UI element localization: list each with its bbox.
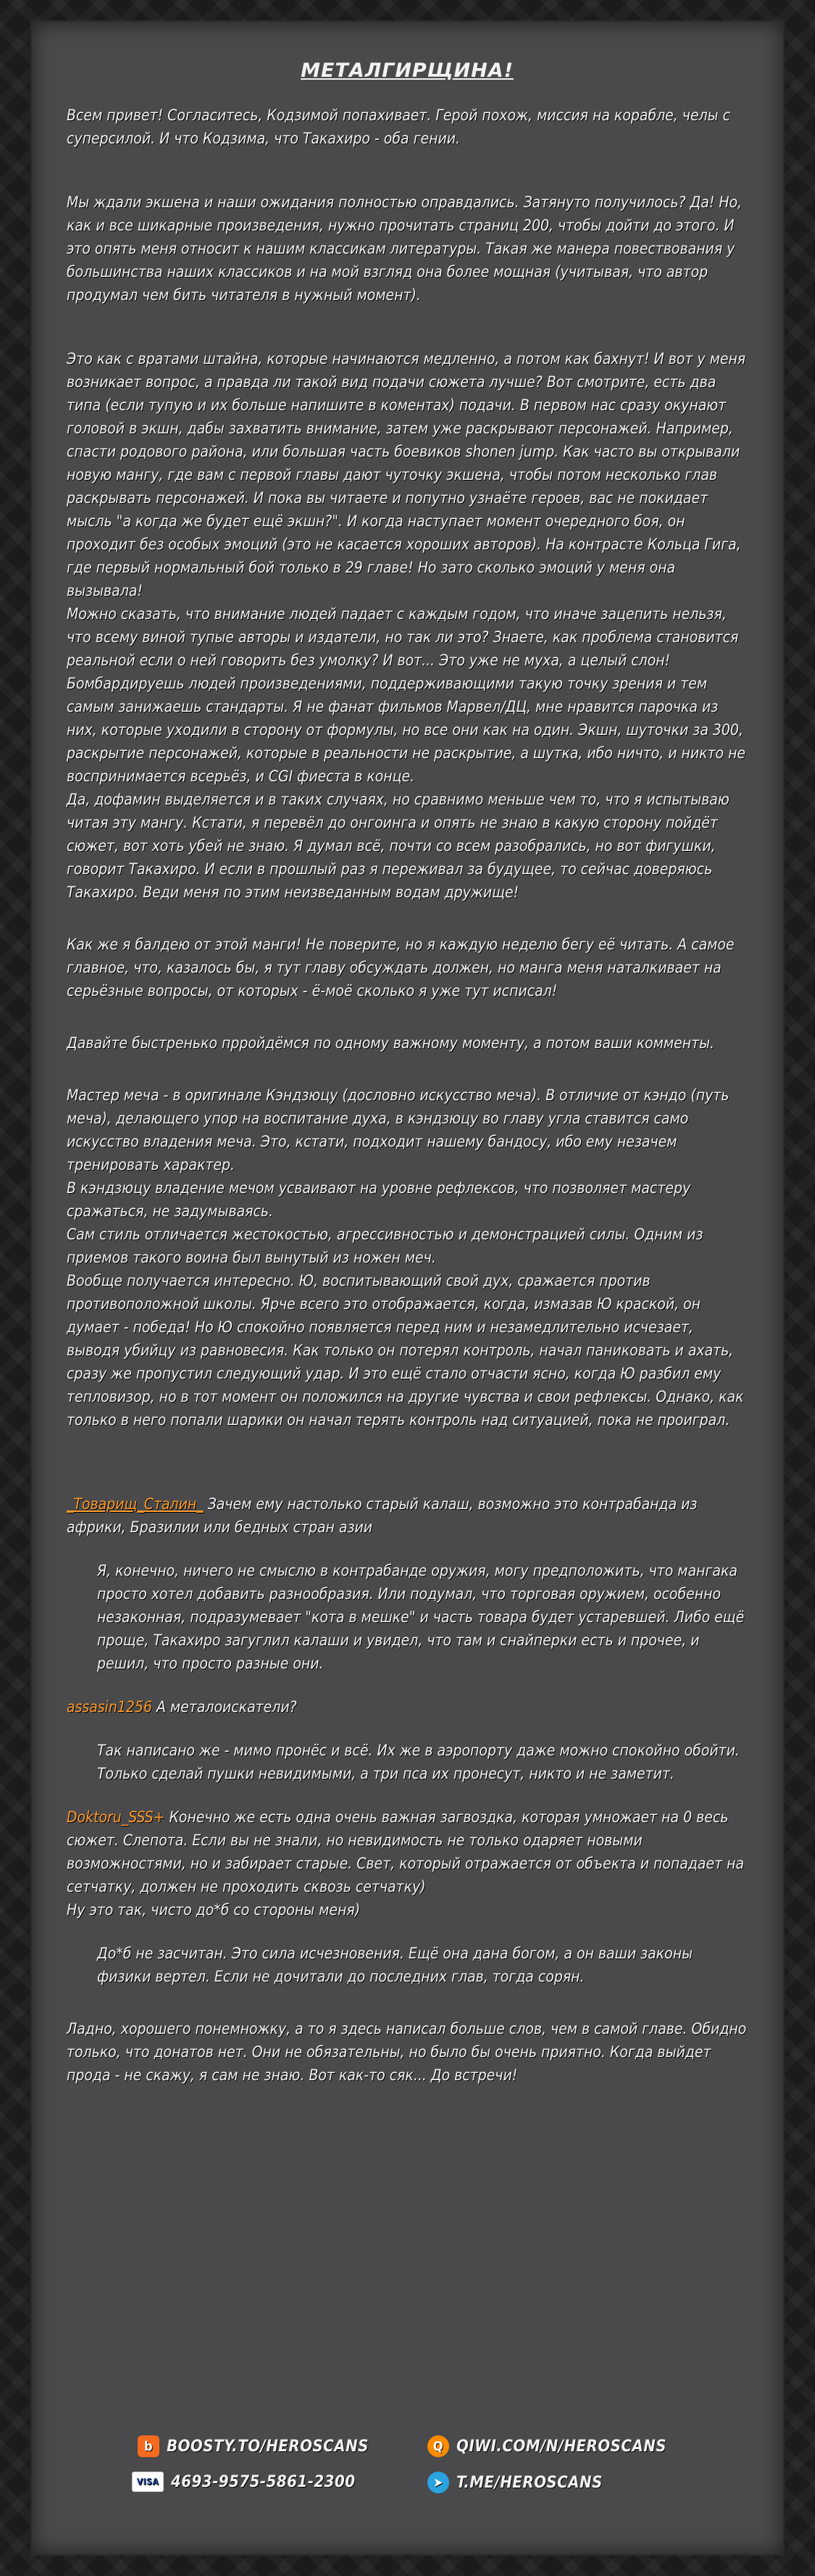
telegram-url: T.ME/HEROSCANS [456,2473,603,2492]
qiwi-icon: Q [427,2435,449,2457]
telegram-link[interactable] [427,2472,603,2493]
footer-links [138,2435,703,2515]
paragraph: Мы ждали экшена и наши ожидания полностью оправдались. Затянуто получилось? Да! Но, как и все шикарные произведения, нужно прочитать страниц 200, чтобы дойти до этого. И это опять меня относит к нашим классикам литературы. Такая же манера повествования у большинства наших классиков и на мой взгляд она более мощная (учитывая, что автор продумал чем бить читателя в нужный момент). [67,194,743,304]
comment-username: assasin1256 [67,1698,152,1716]
visa-card-icon: VISA [132,2472,164,2492]
paragraph: Можно сказать, что внимание людей падает с каждым годом, что иначе зацепить нельзя, что всему виной тупые авторы и издатели, но так ли это? Знаете, как проблема становится реальной если о ней говорить без умолку? И вот... Это уже не муха, а целый слон! Бомбардируешь людей произведениями, поддерживающими такую точку зрения и тем самым занижаешь стандарты. Я не фанат фильмов Марвел/ДЦ, мне нравится парочка из них, которые уходили в сторону от формулы, но все они как на один. Экшн, шуточки за 300, раскрытие персонажей, которые в реальности не раскрытие, а шутка, ибо ничто, и никто не воспринимается всерьёз, и CGI фиеста в конце. [67,605,746,785]
paragraph: Давайте быстренько прройдёмся по одному важному моменту, а потом ваши комменты. [67,1034,714,1052]
comment-text: Конечно же есть одна очень важная загвоздка, которая умножает на 0 весь сюжет. Слепота. Если вы не знали, но невидимость не только одаряет новыми возможностями, но и забирает старые. Свет, который отражается от объекта и попадает на сетчатку, должен не проходить сквозь сетчатку) [67,1808,745,1895]
paragraph: Да, дофамин выделяется и в таких случаях, но сравнимо меньше чем то, что я испытываю читая эту мангу. Кстати, я перевёл до онгоинга и опять не знаю в какую сторону пойдёт сюжет, вот хоть убей не знаю. Я думал всё, почти со всем разобрались, но вот фигушки, говорит Такахиро. И если в прошлый раз я переживал за будущее, то сейчас доверяюсь Такахиро. Веди меня по этим неизведанным водам дружище! [67,791,730,901]
paragraph: Сам стиль отличается жестокостью, агрессивностью и демонстрацией силы. Одним из приемов такого воина был вынутый из ножен меч. [67,1226,703,1266]
boosty-icon: b [138,2435,159,2457]
card-number-text: 4693-9575-5861-2300 [171,2472,356,2491]
boosty-link[interactable] [138,2435,369,2457]
telegram-icon: ➤ [427,2472,449,2493]
comment-text: Зачем ему настолько старый калаш, возможно это контрабанда из африки, Бразилии или бедных стран азии [67,1495,698,1536]
card-number [132,2472,356,2492]
comment [67,1806,748,1898]
comment [67,1695,748,1719]
comment-username: Doktoru_SSS+ [67,1808,165,1826]
comment-text: А металоискатели? [151,1698,297,1716]
comment-reply: До*б не засчитан. Это сила исчезновения. Ещё она дана богом, а он ваши законы физики вертел. Если не дочитали до последних глав, тогда сорян. [97,1945,693,1985]
qiwi-link[interactable] [427,2435,666,2457]
closing-paragraph: Ладно, хорошего понемножку, а то я здесь написал больше слов, чем в самой главе. Обидно только, что донатов нет. Они не обязательны, но было бы очень приятно. Когда выйдет прода - не скажу, я сам не знаю. Вот как-то сяк... До встречи! [67,2020,747,2084]
paragraph: В кэндзюцу владение мечом усваивают на уровне рефлексов, что позволяет мастеру сражаться, не задумываясь. [67,1179,691,1220]
comment [67,1492,748,1539]
paragraph: Вообще получается интересно. Ю, воспитывающий свой дух, сражается против противоположной школы. Ярче всего это отображается, когда, измазав Ю краской, он думает - победа! Но Ю спокойно появляется перед ним и незамедлительно исчезает, выводя убийцу из равновесия. Как только он потерял контроль, начал паниковать и ахать, сразу же пропустил следующий удар. И это ещё стало отчасти ясно, когда Ю разбил ему тепловизор, но в тот момент он положился на другие чувства и свои рефлексы. Однако, как только в него попали шарики он начал терять контроль над ситуацией, пока не проиграл. [67,1272,744,1429]
paragraph: Как же я балдею от этой манги! Не поверите, но я каждую неделю бегу её читать. А самое главное, что, казалось бы, я тут главу обсуждать должен, но манга меня наталкивает на серьёзные вопросы, от которых - ё-моё сколько я уже тут исписал! [67,936,735,1000]
comment-username: _Товарищ_Сталин_ [67,1495,204,1513]
paragraph-intro: Всем привет! Согласитесь, Кодзимой попахивает. Герой похож, миссия на корабле, челы с суперсилой. И что Кодзима, что Такахиро - оба гении. [67,107,730,147]
qiwi-url: QIWI.COM/N/HEROSCANS [456,2437,667,2456]
boosty-url: BOOSTY.TO/HEROSCANS [167,2437,369,2456]
comment-text-extra: Ну это так, чисто до*б со стороны меня) [67,1901,361,1919]
article [67,36,748,2087]
comment-reply: Так написано же - мимо пронёс и всё. Их же в аэропорту даже можно спокойно обойти. Только сделай пушки невидимыми, а три пса их пронесут, никто и не заметит. [97,1742,740,1782]
paragraph: Это как с вратами штайна, которые начинаются медленно, а потом как бахнут! И вот у меня возникает вопрос, а правда ли такой вид подачи сюжета лучше? Вот смотрите, есть два типа (если тупую и их больше напишите в коментах) подачи. В первом нас сразу окунают головой в экшн, дабы захватить внимание, затем уже раскрывают персонажей. Например, спасти родового района, или большая часть боевиков shonen jump. Как часто вы открывали новую мангу, где вам с первой главы дают чуточку экшена, чтобы потом несколько глав раскрывать персонажей. И пока вы читаете и попутно узнаёте героев, вас не покидает мысль "а когда же будет ещё экшн?". И когда наступает момент очередного боя, он проходит без особых эмоций (это не касается хороших авторов). На контрасте Кольца Гига, где первый нормальный бой только в 29 главе! Но зато сколько эмоций у меня она вызывала! [67,350,746,599]
page-title: МЕТАЛГИРЩИНА! [301,59,514,82]
comment-reply: Я, конечно, ничего не смыслю в контрабанде оружия, могу предположить, что мангака просто хотел добавить разнообразия. Или подумал, что торговая оружием, особенно незаконная, подразумевает "кота в мешке" и часть товара будет устаревшей. Либо ещё проще, Такахиро загуглил калаши и увидел, что там и снайперки есть и прочее, и решил, что просто разные они. [97,1562,745,1672]
paragraph: Мастер меча - в оригинале Кэндзюцу (дословно искусство меча). В отличие от кэндо (путь меча), делающего упор на воспитание духа, в кэндзюцу во главу угла ставится само искусство владения меча. Это, кстати, подходит нашему бандосу, ибо ему незачем тренировать характер. [67,1087,730,1173]
